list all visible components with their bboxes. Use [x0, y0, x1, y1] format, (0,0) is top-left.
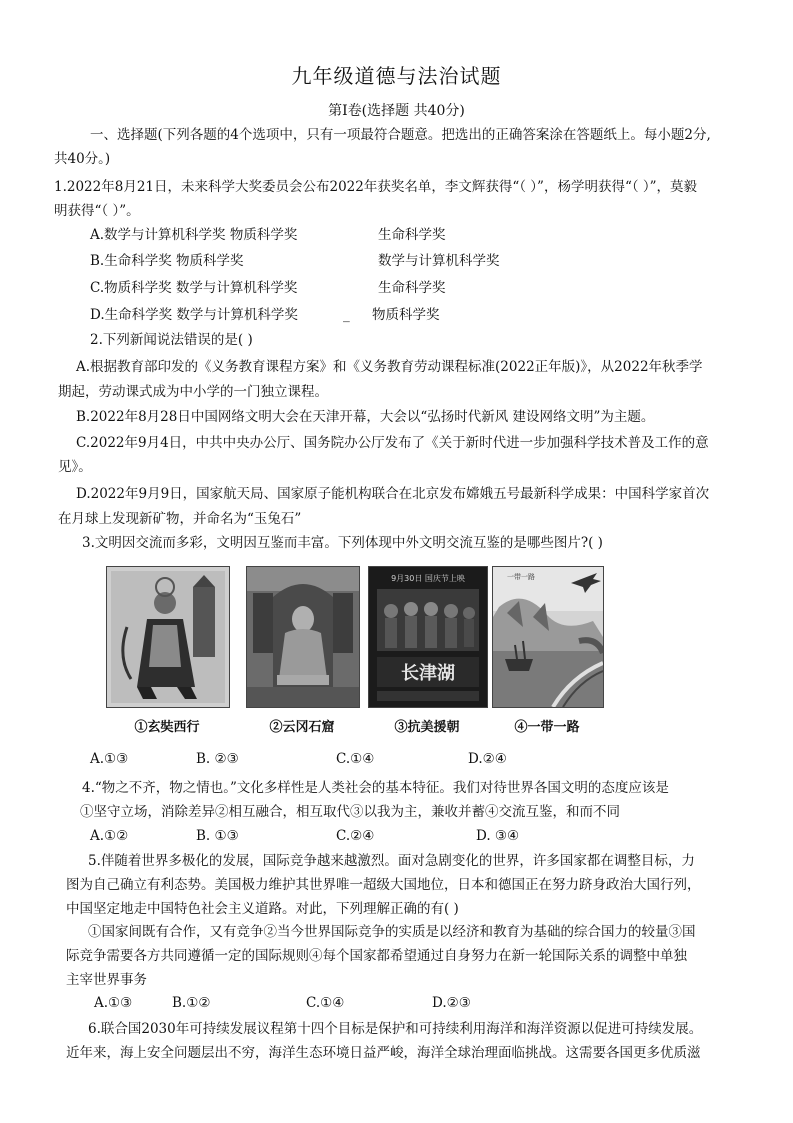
q1-option-a-third: 生命科学奖 — [378, 227, 446, 243]
q2-option-d-line2: 在月球上发现新矿物，并命名为“玉兔石” — [58, 511, 302, 527]
q5-items-line3: 主宰世界事务 — [66, 972, 147, 988]
q5-option-a: A.①③ — [94, 995, 133, 1011]
q6-stem-line1: 6.联合国2030年可持续发展议程第十四个目标是保护和可持续利用海洋和海洋资源以促进可持续发展。 — [88, 1021, 703, 1037]
q5-option-b: B.①② — [172, 995, 211, 1011]
q5-items-line1: ①国家间既有合作，又有竞争②当今世界国际竞争的实质是以经济和教育为基础的综合国力的较量③国 — [88, 924, 696, 940]
q1-option-d-third: 物质科学奖 — [372, 307, 440, 323]
q3-option-d: D.②④ — [468, 751, 507, 767]
q3-option-a: A.①③ — [90, 751, 129, 767]
image-xuanzang-journey — [106, 566, 230, 708]
q2-option-c-line1: C.2022年9月4日，中共中央办公厅、国务院办公厅发布了《关于新时代进一步加强科学技术普及工作的意 — [76, 435, 709, 451]
page-title: 九年级道德与法治试题 — [291, 64, 502, 88]
q1-option-b-third: 数学与计算机科学奖 — [378, 253, 500, 269]
q2-option-d-line1: D.2022年9月9日，国家航天局、国家原子能机构联合在北京发布嫦娥五号最新科学成果：中国科学家首次 — [76, 486, 710, 502]
q4-stem: 4.“物之不齐，物之情也。”文化多样性是人类社会的基本特征。我们对待世界各国文明的态度应该是 — [82, 780, 669, 796]
q4-option-d: D. ③④ — [476, 828, 520, 844]
poster-release-text: 9月30日 国庆节上映 — [391, 574, 465, 583]
poster-title-text: 长津湖 — [401, 663, 455, 684]
image-resist-us-aid-korea — [368, 566, 488, 708]
q1-option-d: D.生命科学奖 数学与计算机科学奖 — [90, 307, 298, 323]
q3-option-c: C.①④ — [336, 751, 375, 767]
paper-subtitle: 第Ⅰ卷(选择题 共40分) — [328, 103, 465, 119]
q2-stem: 2.下列新闻说法错误的是( ) — [90, 332, 253, 348]
q2-option-c-line2: 见》。 — [58, 459, 92, 475]
q6-stem-line2: 近年来，海上安全问题层出不穷，海洋生态环境日益严峻，海洋全球治理面临挑战。这需要各国更多优质滋 — [66, 1045, 701, 1061]
q5-option-c: C.①④ — [306, 995, 345, 1011]
caption-yungang: ②云冈石窟 — [269, 720, 335, 735]
q2-option-a-line1: A.根据教育部印发的《义务教育课程方案》和《义务教育劳动课程标准(2022正年版)》，从2022年秋季学 — [76, 359, 703, 375]
q1-option-c-third: 生命科学奖 — [378, 280, 446, 296]
q5-stem-line1: 5.伴随着世界多极化的发展，国际竞争越来越激烈。面对急剧变化的世界，许多国家都在调整目标，力 — [88, 853, 695, 869]
q1-option-a: A.数学与计算机科学奖 物质科学奖 — [90, 227, 298, 243]
q4-option-c: C.②④ — [336, 828, 375, 844]
q2-option-b: B.2022年8月28日中国网络文明大会在天津开幕，大会以“弘扬时代新风 建设网络文明”为主题。 — [76, 409, 655, 425]
q2-option-a-line2: 期起，劳动课式成为中小学的一门独立课程。 — [58, 384, 328, 400]
q4-option-b: B. ①③ — [196, 828, 239, 844]
q5-stem-line3: 中国坚定地走中国特色社会主义道路。对此，下列理解正确的有( ) — [66, 901, 459, 917]
image-belt-and-road — [492, 566, 604, 708]
caption-resist-us-aid-korea: ③抗美援朝 — [394, 720, 460, 735]
section-instructions-line2: 共40分。) — [54, 151, 111, 167]
q1-option-c: C.物质科学奖 数学与计算机科学奖 — [90, 280, 298, 296]
q3-stem: 3.文明因交流而多彩，文明因互鉴而丰富。下列体现中外文明交流互鉴的是哪些图片?( ) — [82, 535, 603, 551]
section-instructions-line1: 一、选择题(下列各题的4个选项中，只有一项最符合题意。把选出的正确答案涂在答题纸上。每小题2分, — [90, 127, 711, 143]
caption-belt-and-road: ④一带一路 — [514, 720, 580, 735]
q4-option-a: A.①② — [90, 828, 129, 844]
q4-items: ①坚守立场，消除差异②相互融合，相互取代③以我为主，兼收并蓄④交流互鉴，和而不同 — [80, 804, 620, 820]
q1-option-b: B.生命科学奖 物质科学奖 — [90, 253, 244, 269]
q1-option-d-mark: _ — [343, 307, 350, 323]
q1-stem-line2: 明获得“（ ）”。 — [54, 203, 140, 219]
caption-xuanzang: ①玄奘西行 — [134, 720, 200, 735]
belt-road-label: 一带一路 — [507, 573, 535, 581]
image-yungang-grottoes — [246, 566, 360, 708]
q5-items-line2: 际竞争需要各方共同遵循一定的国际规则④每个国家都希望通过自身努力在新一轮国际关系的调整中单独 — [66, 948, 687, 964]
q1-stem-line1: 1.2022年8月21日，未来科学大奖委员会公布2022年获奖名单，李文辉获得“（ ）”，杨学明获得“（ ）”，莫毅 — [54, 179, 698, 195]
q3-option-b: B. ②③ — [196, 751, 239, 767]
q5-option-d: D.②③ — [432, 995, 471, 1011]
q5-stem-line2: 图为自己确立有利态势。美国极力维护其世界唯一超级大国地位，日本和德国正在努力跻身政治大国行列， — [66, 877, 701, 893]
